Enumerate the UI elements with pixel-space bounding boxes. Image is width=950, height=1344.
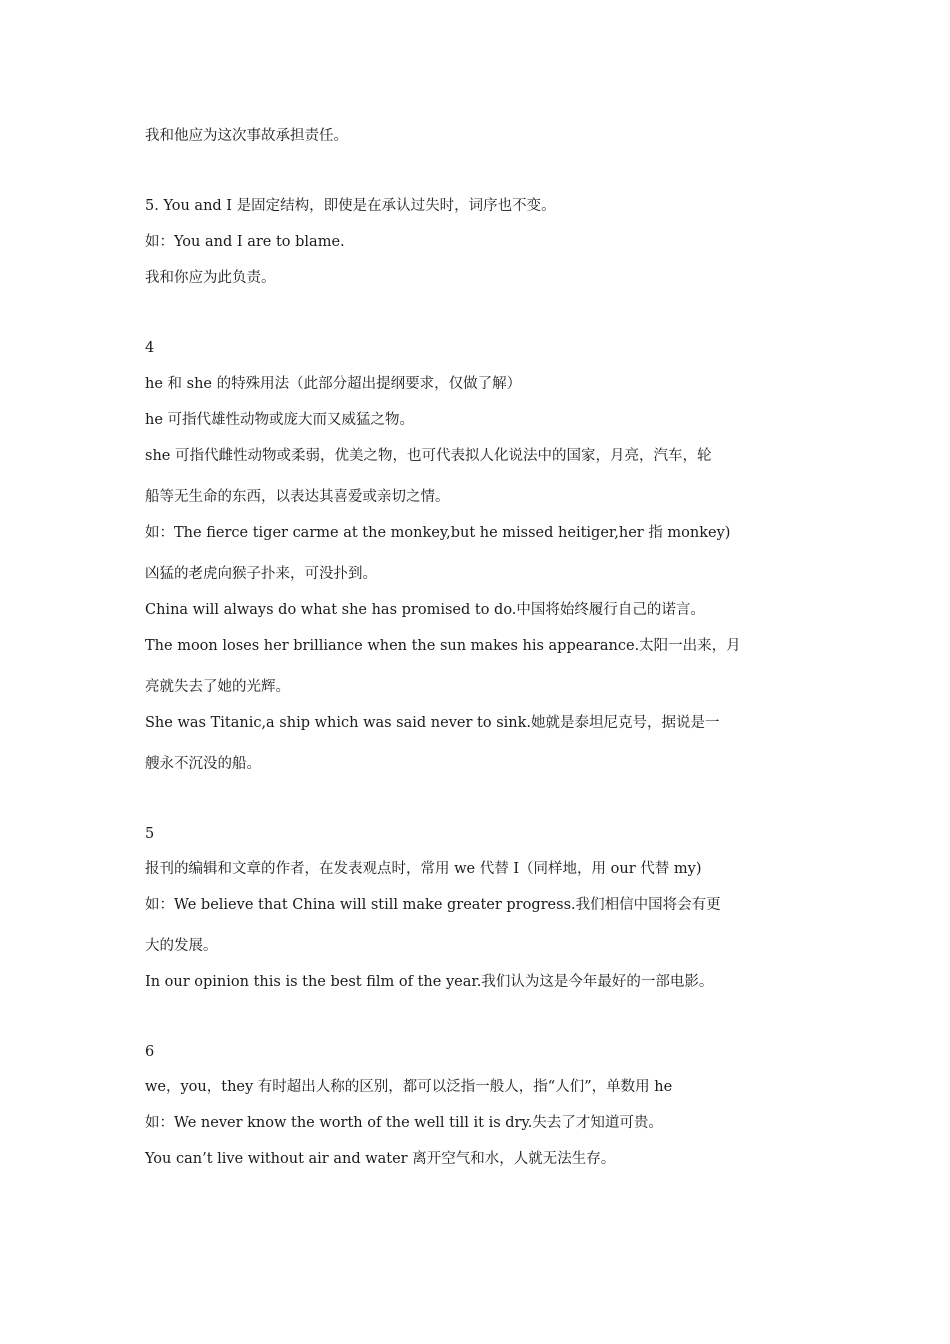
text-line: 报刊的编辑和文章的作者，在发表观点时，常用 we 代替 I（同样地，用 our 代替 my) [145,861,702,877]
text-line: 如：The fierce tiger carme at the monkey,but he missed heitiger,her 指 monkey) [145,525,731,541]
text-line: 凶猛的老虎向猴子扑来，可没扑到。 [145,566,377,582]
text-line: she 可指代雌性动物或柔弱，优美之物，也可代表拟人化说法中的国家，月亮，汽车，轮 [145,448,712,464]
text-line: he 可指代雄性动物或庞大而又威猛之物。 [145,412,415,428]
text-line: 我和你应为此负责。 [145,270,276,286]
text-line: 如：You and I are to blame. [145,234,345,250]
section-number: 4 [145,340,155,356]
text-line: 亮就失去了她的光辉。 [145,679,290,695]
text-line: China will always do what she has promised to do.中国将始终履行自己的诺言。 [145,602,705,618]
text-line: 艘永不沉没的船。 [145,756,261,772]
text-line: 大的发展。 [145,938,218,954]
text-line: 5. You and I 是固定结构，即使是在承认过失时，词序也不变。 [145,198,556,214]
section-number: 6 [145,1044,155,1060]
text-line: 如：We believe that China will still make greater progress.我们相信中国将会有更 [145,897,721,913]
section-number: 5 [145,826,155,842]
text-line: 我和他应为这次事故承担责任。 [145,128,348,144]
text-line: The moon loses her brilliance when the sun makes his appearance.太阳一出来，月 [145,638,741,654]
text-line: You can’t live without air and water 离开空气和水，人就无法生存。 [145,1151,616,1167]
text-line: She was Titanic,a ship which was said never to sink.她就是泰坦尼克号，据说是一 [145,715,720,731]
text-line: he 和 she 的特殊用法（此部分超出提纲要求，仅做了解） [145,376,522,392]
text-line: we，you，they 有时超出人称的区别，都可以泛指一般人，指“人们”，单数用 he [145,1079,673,1095]
text-line: 如：We never know the worth of the well till it is dry.失去了才知道可贵。 [145,1115,663,1131]
text-line: 船等无生命的东西，以表达其喜爱或亲切之情。 [145,489,450,505]
text-line: In our opinion this is the best film of the year.我们认为这是今年最好的一部电影。 [145,974,714,990]
